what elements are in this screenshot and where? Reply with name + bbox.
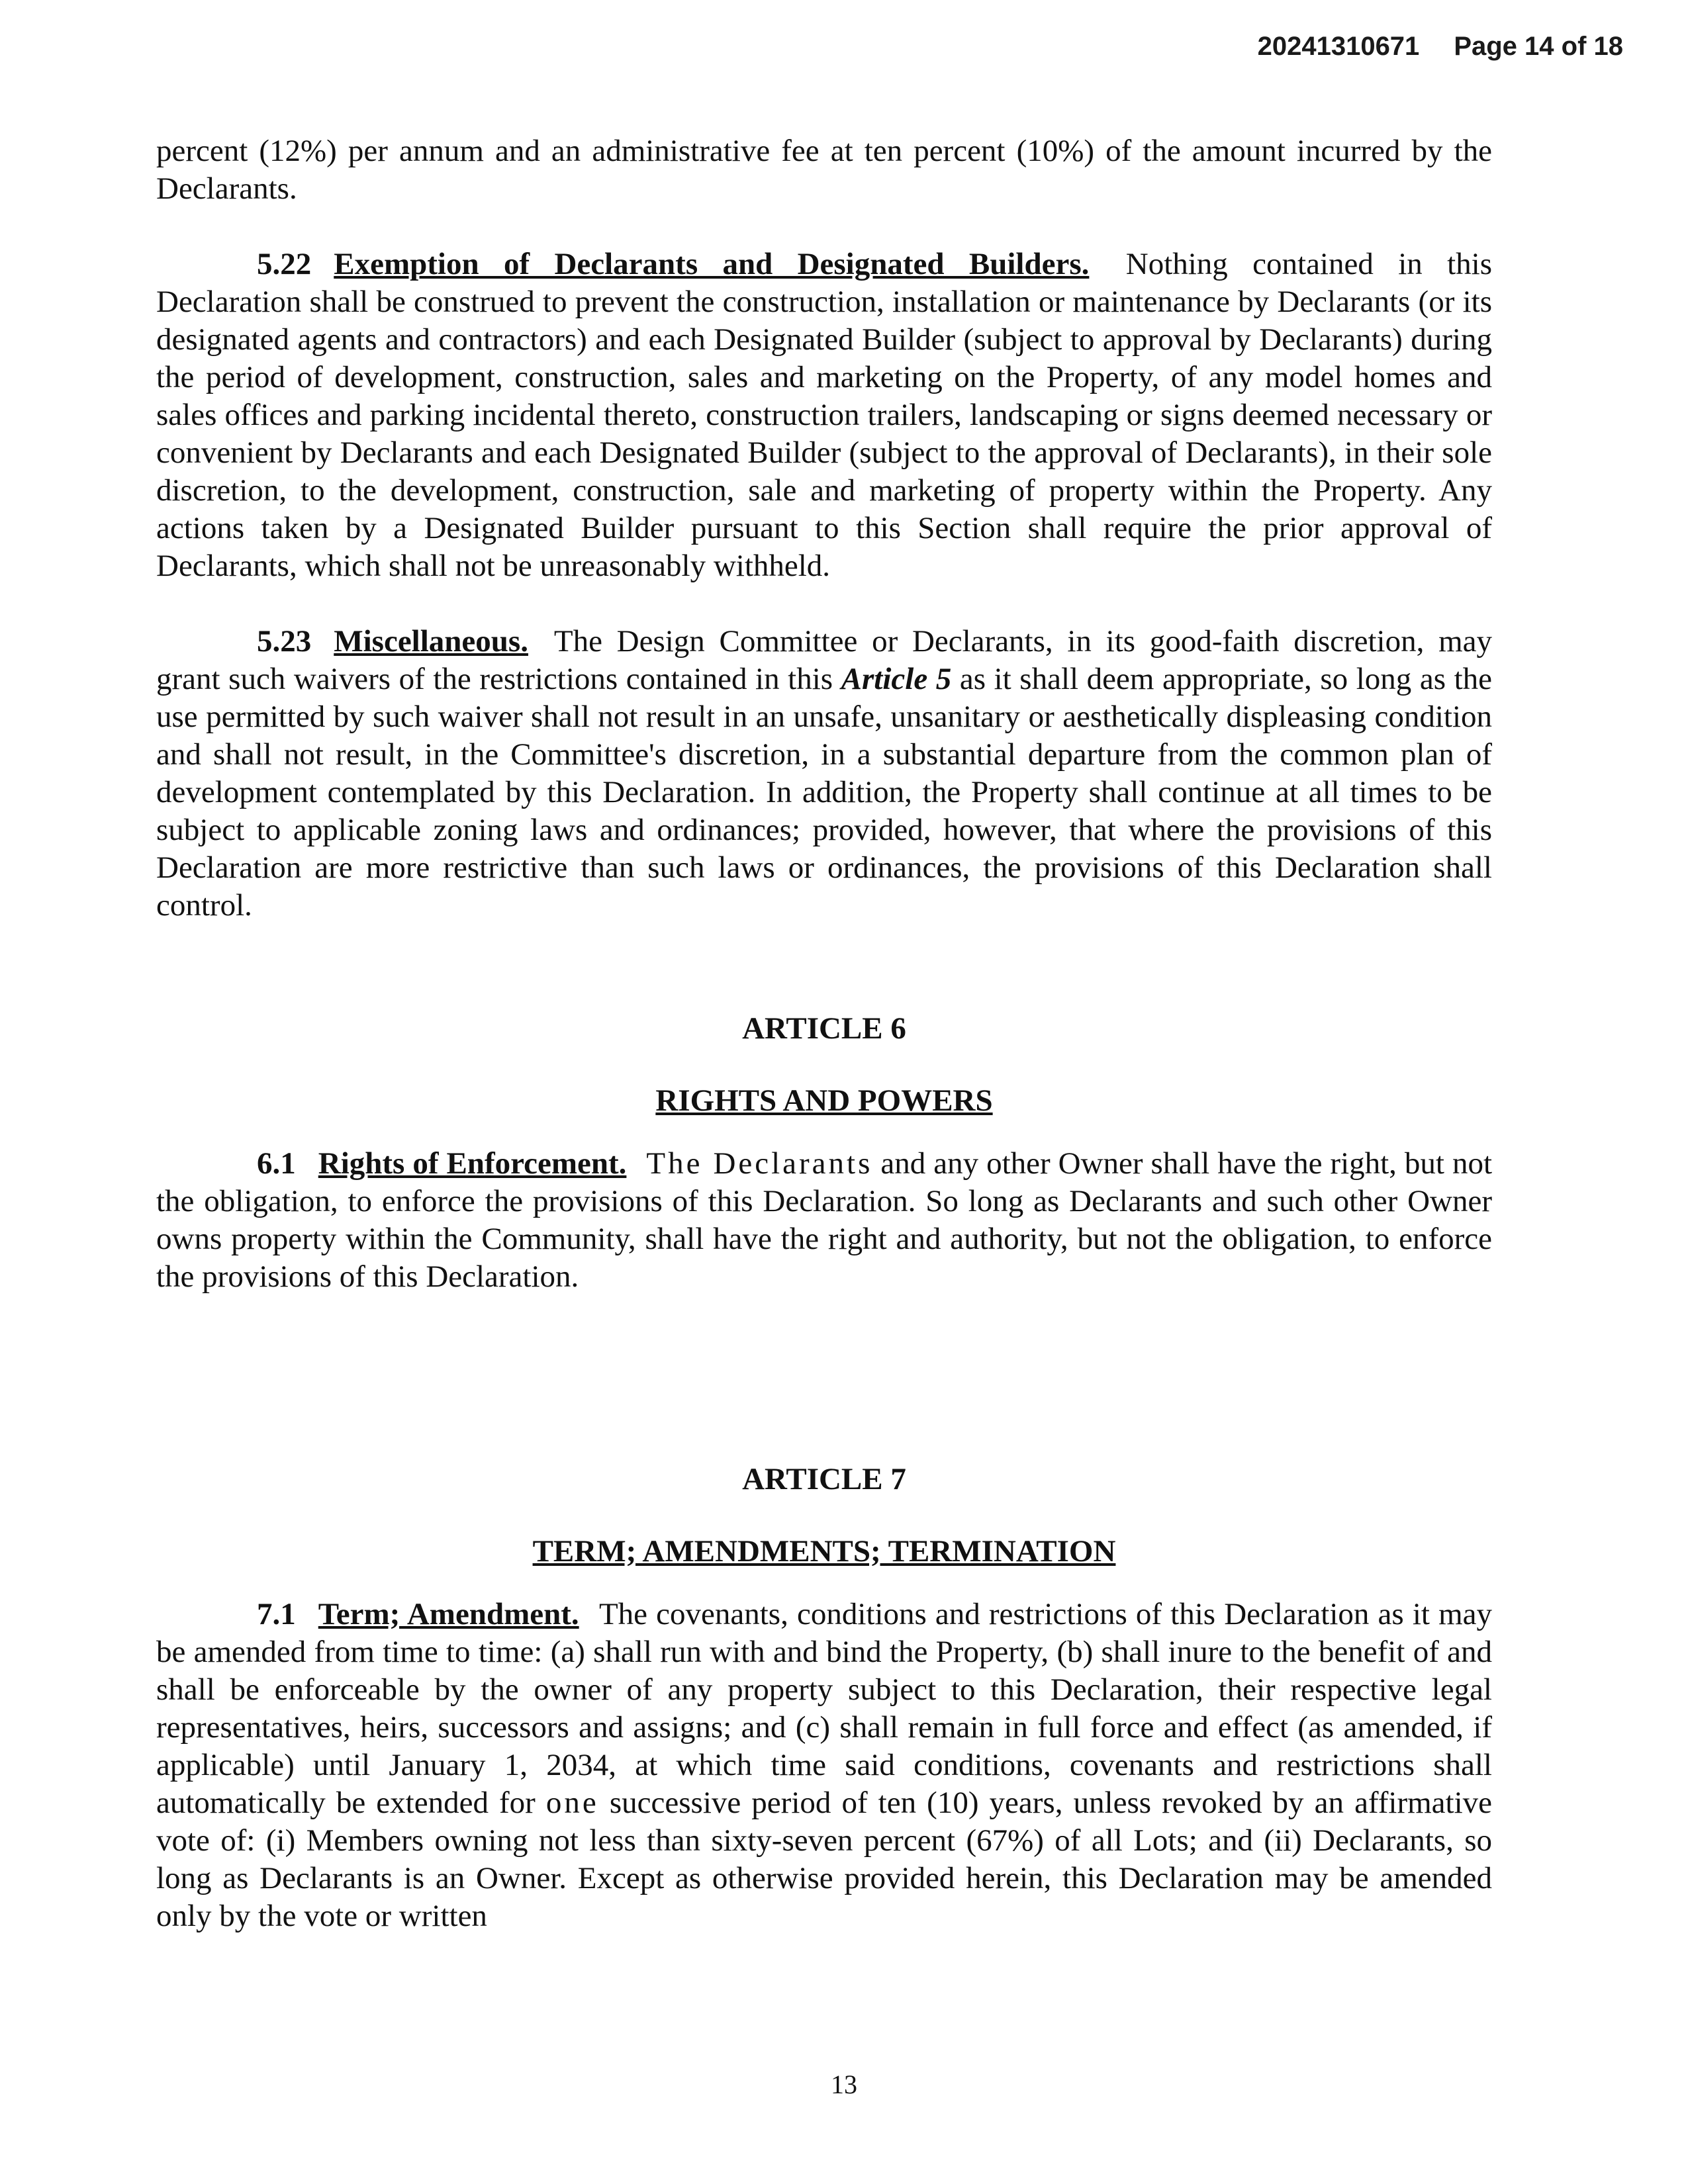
record-number: 20241310671 [1257,32,1420,61]
article-6-title: RIGHTS AND POWERS [655,1083,993,1118]
section-number: 7.1 [257,1597,296,1631]
section-title: Miscellaneous. [334,624,528,659]
section-title: Term; Amendment. [318,1597,579,1631]
section-text-continued: as it shall deem appropriate, so long as the use permitted by such waiver shall not result in an unsafe, unsanitary or aesthetically displeasing condition and shall not result, in the Committee's discretion, in a substantial departure from the common plan of development contemplated by this Declaration. In addition, the Property shall continue at all times to be subject to applicable zoning laws and ordinances; provided, however, that where the provisions of this Declaration are more restrictive than such laws or ordinances, the provisions of this Declaration shall control. [156,662,1492,923]
document-body [156,132,1492,1935]
section-number: 5.22 [257,247,312,281]
section-7-1 [156,1596,1492,1935]
section-number: 5.23 [257,624,312,659]
section-text: and any other Owner shall have the right, but not the obligation, to enforce the provisions of this Declaration. So long as Declarants and such other Owner owns property within the Community, shall have the right and authority, but not the obligation, to enforce the provisions of this Declaration. [156,1146,1493,1294]
section-title: Exemption of Declarants and Designated Builders. [334,247,1090,281]
spaced-phrase: The Declarants [646,1146,873,1181]
article-7-title: TERM; AMENDMENTS; TERMINATION [532,1534,1116,1569]
section-text: The Design Committee or Declarants, in its good-faith discretion, may grant such waivers of the restrictions contained in this [156,624,1492,696]
intro-paragraph: percent (12%) per annum and an administrative fee at ten percent (10%) of the amount incurred by the Declarants. [156,134,1492,206]
section-title: Rights of Enforcement. [318,1146,627,1181]
section-text: Nothing contained in this Declaration shall be construed to prevent the construction, installation or maintenance by Declarants (or its designated agents and contractors) and each Designated Builder (subject to approval by Declarants) during the period of development, construction, sales and marketing on the Property, of any model homes and sales offices and parking incidental thereto, construction trailers, landscaping or signs deemed necessary or convenient by Declarants and each Designated Builder (subject to the approval of Declarants), in their sole discretion, to the development, construction, sale and marketing of property within the Property. Any actions taken by a Designated Builder pursuant to this Section shall require the prior approval of Declarants, which shall not be unreasonably withheld. [156,247,1493,583]
article-6-heading: ARTICLE 6 [742,1011,906,1046]
page-label: Page 14 of 18 [1454,32,1623,61]
section-text-continued: successive period of ten (10) years, unless revoked by an affirmative vote of: (i) Members owning not less than sixty-seven percent (67%) of all Lots; and (ii) Declarants, so long as Declarants is an Owner. Except as otherwise provided herein, this Declaration may be amended only by the vote or written [156,1786,1492,1933]
section-number: 6.1 [257,1146,296,1181]
section-6-1 [156,1145,1492,1296]
page-header [1258,32,1623,62]
section-5-23 [156,623,1492,925]
spaced-word: one [545,1786,599,1820]
section-5-22 [156,246,1492,585]
section-text: The covenants, conditions and restrictions of this Declaration as it may be amended from time to time: (a) shall run with and bind the Property, (b) shall inure to the benefit of and shall be enforceable by the owner of any property subject to this Declaration, their respective legal representatives, heirs, successors and assigns; and (c) shall remain in full force and effect (as amended, if applicable) until January 1, 2034, at which time said conditions, covenants and restrictions shall automatically be extended for [156,1597,1492,1820]
article-reference: Article 5 [841,662,952,696]
page-number: 13 [831,2070,857,2099]
article-7-heading: ARTICLE 7 [742,1462,906,1496]
